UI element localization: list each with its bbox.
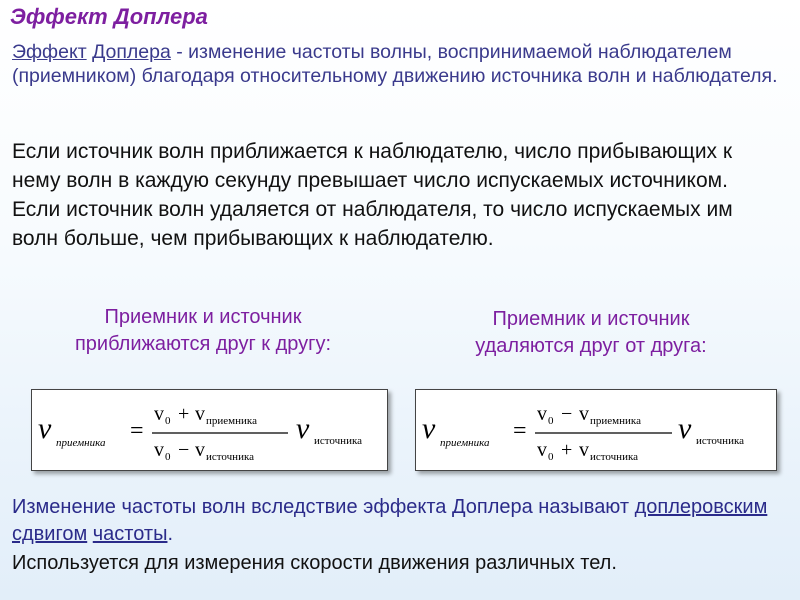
- formula-den-zero: 0: [165, 451, 171, 463]
- formula-rhs-subscript: источника: [696, 435, 745, 447]
- formula-den-zero: 0: [548, 451, 554, 463]
- formula-den-v: v: [579, 439, 589, 461]
- formula-receding: [415, 389, 777, 471]
- heading-receding: [426, 306, 756, 360]
- formula-lhs-subscript: приемника: [56, 437, 106, 449]
- formula-rhs-nu: ν: [296, 412, 310, 445]
- definition-link-doppler[interactable]: Доплера: [92, 41, 171, 63]
- formula-rhs-subscript: источника: [314, 435, 363, 447]
- formula-approaching: [31, 389, 388, 471]
- heading-approaching-line2: приближаются друг к другу:: [74, 333, 332, 355]
- formula-equals: =: [513, 418, 527, 444]
- definition-link-effect[interactable]: Эффект: [12, 41, 87, 63]
- formula-num-v0: v: [154, 403, 164, 425]
- slide-title: Эффект Доплера: [10, 4, 208, 29]
- heading-receding-line1: Приемник и источник: [492, 308, 690, 330]
- formula-den-source-subscript: источника: [206, 451, 255, 463]
- formula-num-v0: v: [537, 403, 547, 425]
- formula-lhs-subscript: приемника: [440, 437, 490, 449]
- formula-den-plus: +: [561, 439, 573, 461]
- definition-text: - изменение частоты волны, воспринимаемой наблюдателем (приемником) благодаря относительному движению источника волн и наблюдателя.: [12, 41, 778, 87]
- formula-num-v: v: [579, 403, 589, 425]
- formula-den-v0: v: [154, 439, 164, 461]
- summary-text: Изменение частоты волн вследствие эффекта Доплера называют: [12, 496, 635, 518]
- formula-num-v: v: [195, 403, 205, 425]
- formula-den-v: v: [195, 439, 205, 461]
- summary-link-shift[interactable]: сдвигом: [12, 523, 88, 545]
- formula-den-source-subscript: источника: [590, 451, 639, 463]
- formula-num-plus: +: [178, 403, 190, 425]
- formula-nu: ν: [422, 412, 436, 445]
- heading-receding-line2: удаляются друг от друга:: [475, 335, 707, 357]
- explanation-paragraph: Если источник волн приближается к наблюдателю, число прибывающих к нему волн в каждую секунду превышает число испускаемых источником. Если источник волн удаляется от наблюдателя, то число испускаемых им волн больше, чем прибывающих к наблюдателю.: [12, 140, 733, 250]
- formula-receding-svg: [416, 390, 776, 470]
- summary-paragraph: [12, 494, 792, 548]
- formula-den-v0: v: [537, 439, 547, 461]
- formula-num-zero: 0: [548, 415, 554, 427]
- formula-num-minus: −: [561, 403, 573, 425]
- formula-num-receiver-subscript: приемника: [590, 415, 641, 427]
- summary-link-frequency[interactable]: частоты: [92, 523, 168, 545]
- formula-num-receiver-subscript: приемника: [206, 415, 257, 427]
- summary-period: .: [167, 523, 174, 545]
- formula-num-zero: 0: [165, 415, 171, 427]
- formula-nu: ν: [38, 412, 52, 445]
- formula-rhs-nu: ν: [678, 412, 692, 445]
- definition-paragraph: [12, 40, 792, 88]
- heading-approaching-line1: Приемник и источник: [104, 306, 302, 328]
- formula-approaching-svg: [32, 390, 387, 470]
- formula-equals: =: [130, 418, 144, 444]
- formula-den-minus: −: [178, 439, 190, 461]
- summary-link-doppler[interactable]: доплеровским: [634, 496, 768, 518]
- usage-sentence: Используется для измерения скорости движения различных тел.: [12, 552, 617, 574]
- heading-approaching: [38, 304, 368, 358]
